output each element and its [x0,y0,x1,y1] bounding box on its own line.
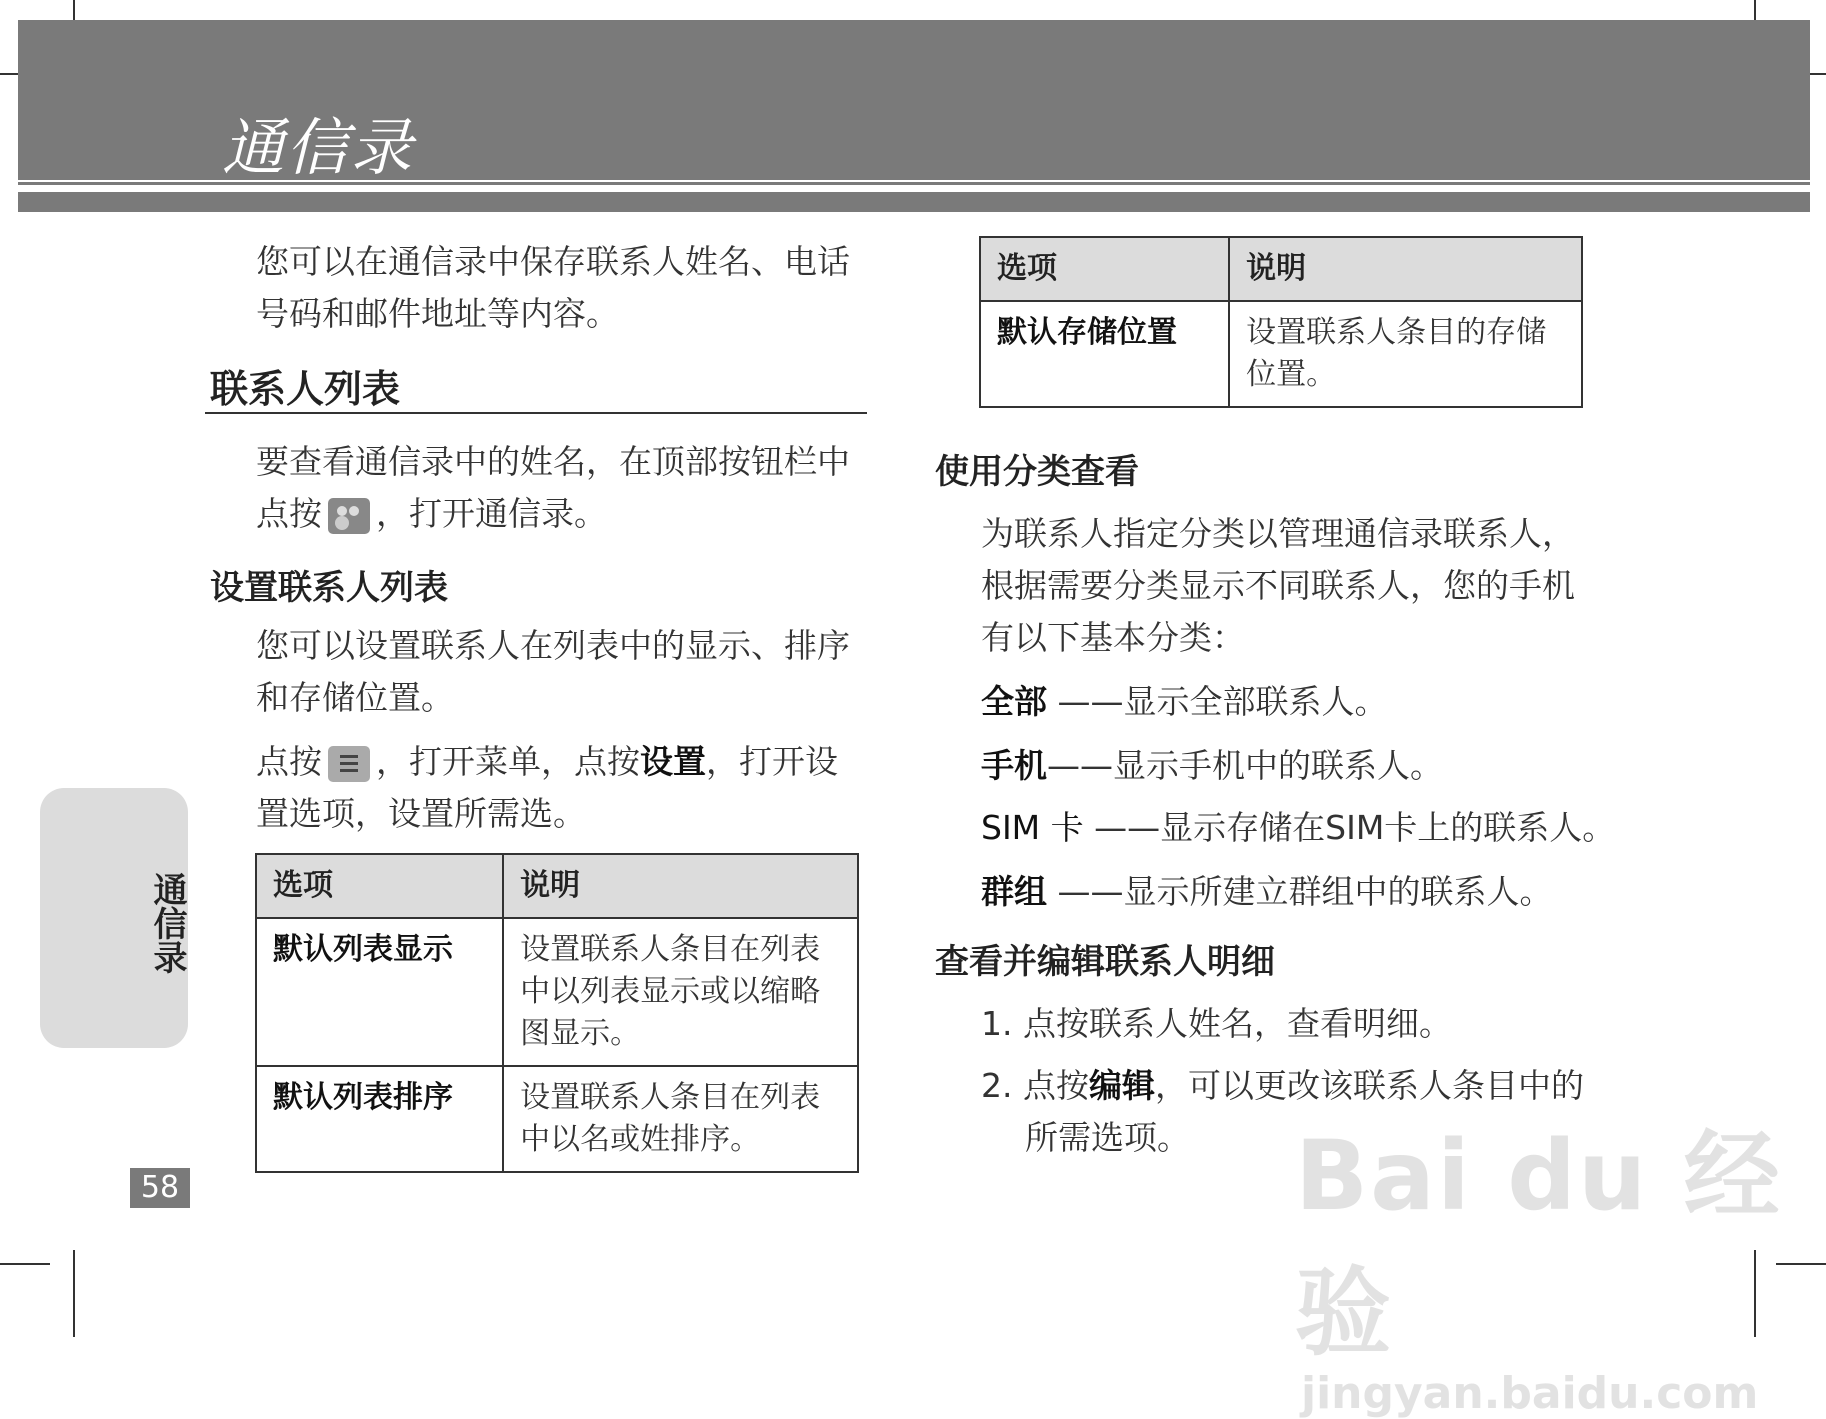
table-cell-option: 默认列表排序 [256,1066,503,1172]
watermark [1295,1100,1826,1419]
side-tab [40,788,188,1048]
step-number: 1. [981,1004,1013,1043]
category-name: 群组 [981,872,1047,911]
sub-title-edit: 查看并编辑联系人明细 [935,942,1275,982]
table-row [256,1066,858,1172]
category-desc: ——显示全部联系人。 [1047,682,1388,721]
menu-text-a: 点按 [256,742,322,781]
table-cell-option: 默认列表显示 [256,918,503,1066]
categories-paragraph: 为联系人指定分类以管理通信录联系人，根据需要分类显示不同联系人，您的手机有以下基本分类： [981,514,1575,657]
table-cell-desc: 设置联系人条目在列表中以名或姓排序。 [503,1066,858,1172]
settings-table [255,853,859,1173]
category-item [981,676,1621,728]
watermark-url: jingyan.baidu.com [1301,1368,1759,1419]
table-header-desc: 说明 [503,854,858,918]
menu-text-b: ，打开菜单，点按 [376,742,640,781]
side-tab-label: 通信录 [147,872,187,974]
header-bar [18,192,1810,212]
step-number: 2. [981,1066,1013,1105]
table-header-option: 选项 [256,854,503,918]
category-item [981,740,1621,792]
crop-mark [73,1250,75,1337]
menu-paragraph [256,736,866,840]
table-cell-option: 默认存储位置 [980,301,1229,407]
page-number: 58 [130,1168,190,1208]
intro-paragraph: 您可以在通信录中保存联系人姓名、电话号码和邮件地址等内容。 [256,242,850,333]
category-desc: ——显示手机中的联系人。 [1047,746,1443,785]
crop-mark [0,1263,50,1265]
crop-mark [1754,0,1756,22]
menu-icon [328,746,370,782]
contacts-text-a: 要查看通信录中的姓名，在顶部按钮栏中点按 [256,442,850,533]
section-rule [205,412,867,414]
contacts-text-b: ，打开通信录。 [376,494,607,533]
step-item [981,998,1601,1050]
category-name: 手机 [981,746,1047,785]
table-header-row [256,854,858,918]
table-header-option: 选项 [980,237,1229,301]
category-item [981,866,1621,918]
menu-text-bold: 设置 [640,742,706,781]
category-desc: ——显示所建立群组中的联系人。 [1047,872,1553,911]
table-header-desc: 说明 [1229,237,1582,301]
step-text-bold: 编辑 [1089,1066,1155,1105]
step-text-a: 点按 [1023,1066,1089,1105]
table-cell-desc: 设置联系人条目在列表中以列表显示或以缩略图显示。 [503,918,858,1066]
table-cell-desc: 设置联系人条目的存储位置。 [1229,301,1582,407]
watermark-logo: Bai du 经验 [1295,1120,1782,1369]
crop-mark [73,0,75,22]
table-row [980,301,1582,407]
sub-title-settings: 设置联系人列表 [210,568,448,608]
category-item [981,802,1621,854]
step-text-b: ，可以更改该联系人条目中的所需选项。 [1025,1066,1584,1157]
menu-text-c: ，打开设置选项，设置所需选。 [256,742,838,833]
table-row [256,918,858,1066]
contacts-icon [328,498,370,534]
chapter-title: 通信录 [222,111,415,184]
settings-paragraph: 您可以设置联系人在列表中的显示、排序和存储位置。 [256,626,850,717]
storage-table [979,236,1583,408]
section-title: 联系人列表 [210,367,401,411]
table-header-row [980,237,1582,301]
contacts-paragraph [256,436,866,540]
category-desc: ——显示存储在SIM卡上的联系人。 [1083,808,1616,847]
category-name: SIM 卡 [981,808,1084,847]
sub-title-categories: 使用分类查看 [935,452,1139,492]
category-name: 全部 [981,682,1047,721]
step-text: 点按联系人姓名，查看明细。 [1023,1004,1452,1043]
